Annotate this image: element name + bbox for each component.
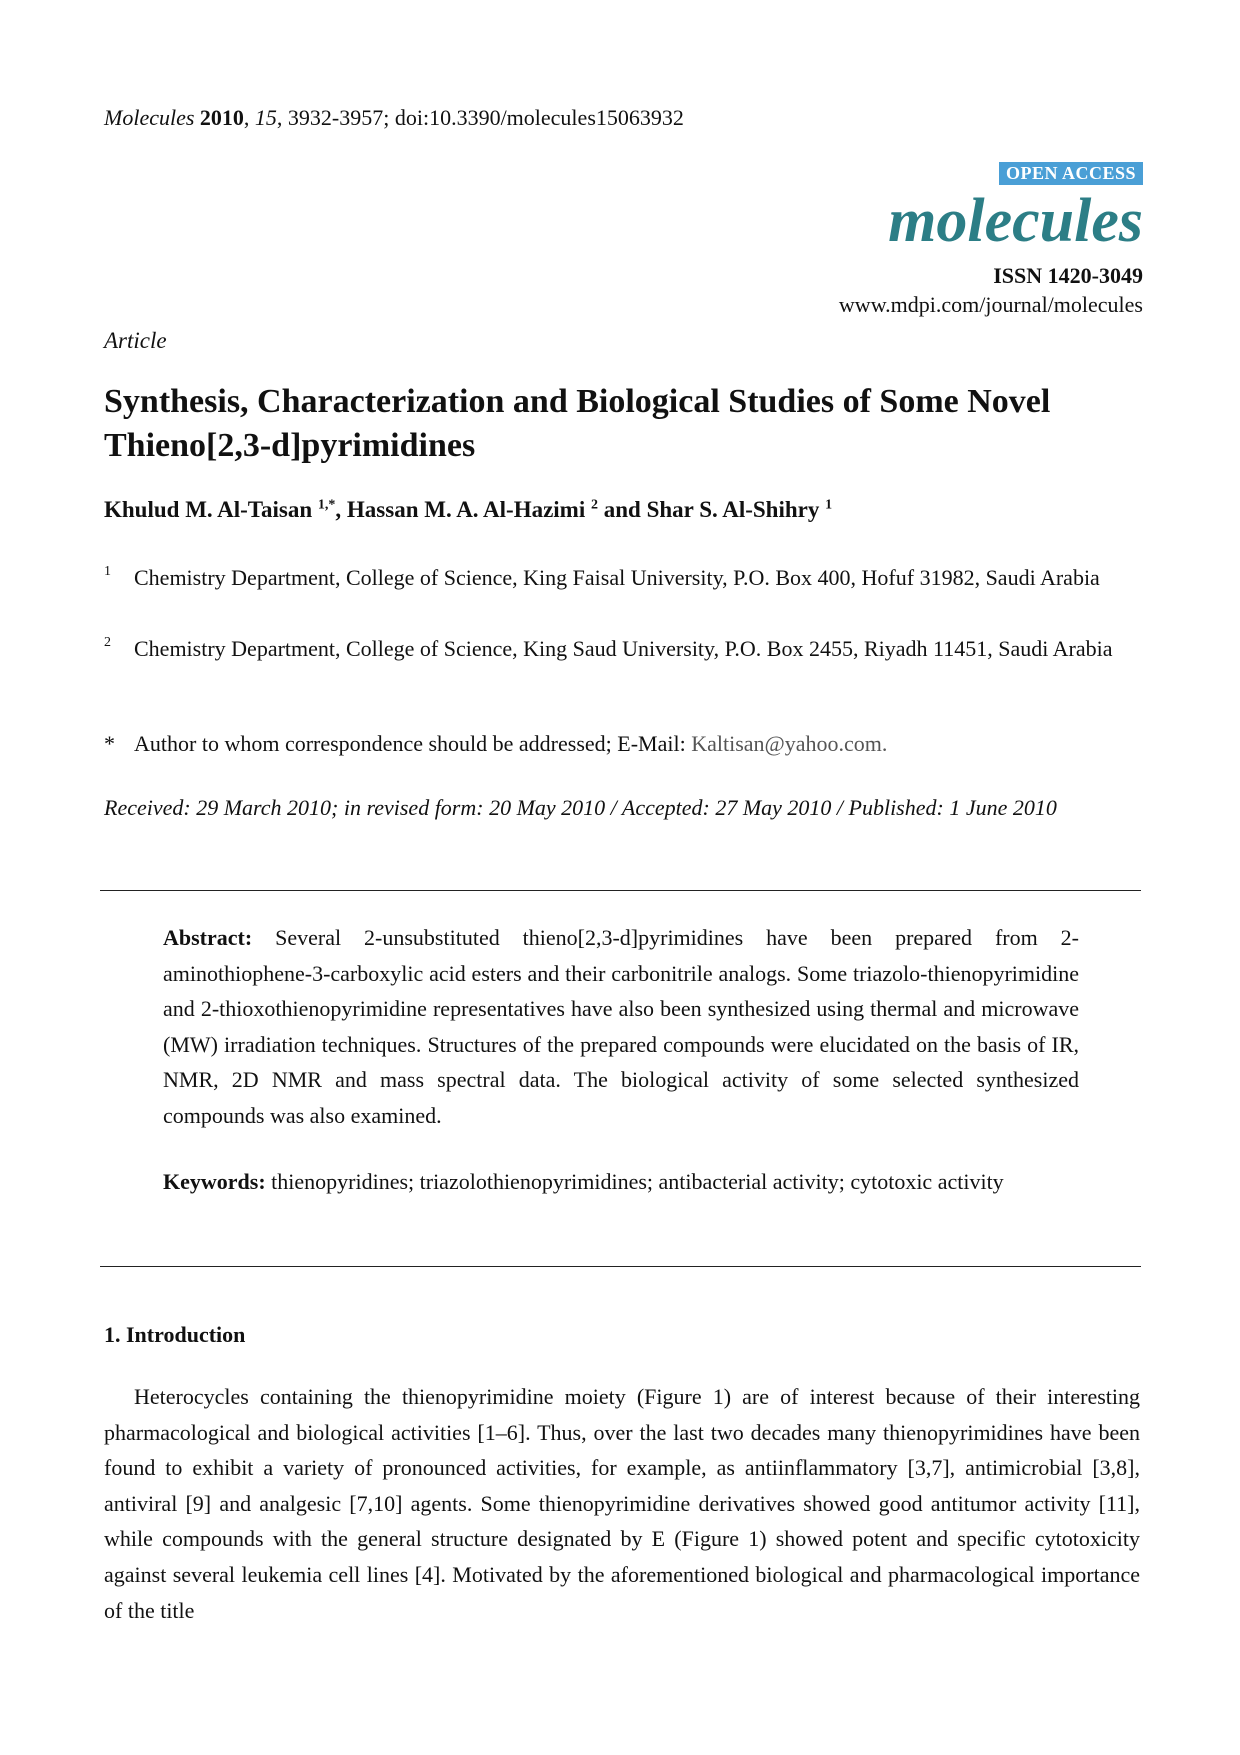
citation-journal: Molecules bbox=[104, 105, 195, 130]
issn: ISSN 1420-3049 bbox=[993, 263, 1143, 288]
affiliation-number: 2 bbox=[104, 635, 111, 650]
author-affiliation-mark: 2 bbox=[590, 497, 598, 513]
keywords bbox=[163, 1164, 1079, 1200]
citation-year: 2010 bbox=[199, 105, 244, 130]
publication-dates: Received: 29 March 2010; in revised form: 20 May 2010 / Accepted: 27 May 2010 / Published: 1 June 2010 bbox=[104, 795, 1057, 820]
correspondence-star: * bbox=[104, 731, 115, 756]
affiliation-text: Chemistry Department, College of Science, King Saud University, P.O. Box 2455, Riyadh 11451, Saudi Arabia bbox=[134, 636, 1113, 661]
author-name: Khulud M. Al-Taisan bbox=[104, 497, 313, 522]
citation-pages-doi: , 3932-3957; doi:10.3390/molecules15063932 bbox=[276, 105, 684, 130]
affiliation-2 bbox=[104, 631, 1144, 666]
divider-top bbox=[100, 890, 1141, 891]
keywords-text: thienopyridines; triazolothienopyrimidines; antibacterial activity; cytotoxic activity bbox=[265, 1169, 1004, 1194]
citation-volume: 15 bbox=[254, 105, 277, 130]
abstract-label: Abstract: bbox=[163, 925, 253, 950]
article-title: Synthesis, Characterization and Biological Studies of Some Novel Thieno[2,3-d]pyrimidines bbox=[104, 383, 1051, 464]
correspondence-email[interactable]: Kaltisan@yahoo.com. bbox=[691, 731, 888, 756]
citation-line: Molecules 2010, 15, 3932-3957; doi:10.3390/molecules15063932 bbox=[104, 105, 684, 130]
author-separator: and bbox=[597, 497, 647, 522]
abstract bbox=[163, 920, 1079, 1133]
author-name: Shar S. Al-Shihry bbox=[646, 497, 820, 522]
journal-website: www.mdpi.com/journal/molecules bbox=[838, 292, 1143, 317]
correspondence-text: Author to whom correspondence should be addressed; E-Mail: bbox=[134, 731, 692, 756]
correspondence bbox=[104, 731, 887, 757]
section-heading: 1. Introduction bbox=[104, 1322, 246, 1347]
keywords-label: Keywords: bbox=[163, 1169, 266, 1194]
author-list bbox=[104, 497, 832, 523]
introduction-paragraph: Heterocycles containing the thienopyrimidine moiety (Figure 1) are of interest because of their interesting pharmacological and biological activities [1–6]. Thus, over the last two decades many thienopyrimidines have been found to exhibit a variety of pronounced activities, for example, as antiinflammatory [3,7], antimicrobial [3,8], antiviral [9] and analgesic [7,10] agents. Some thienopyrimidine derivatives showed good antitumor activity [11], while compounds with the general structure designated by E (Figure 1) showed potent and specific cytotoxicity against several leukemia cell lines [4]. Motivated by the aforementioned biological and pharmacological importance of the title bbox=[104, 1384, 1140, 1623]
open-access-badge: OPEN ACCESS bbox=[999, 162, 1143, 185]
affiliation-1 bbox=[104, 560, 1144, 595]
author-name: Hassan M. A. Al-Hazimi bbox=[346, 497, 586, 522]
abstract-text: Several 2-unsubstituted thieno[2,3-d]pyrimidines have been prepared from 2-aminothiophene-3-carboxylic acid esters and their carbonitrile analogs. Some triazolo-thienopyrimidine and 2-thioxothienopyrimidine representatives have also been synthesized using thermal and microwave (MW) irradiation techniques. Structures of the prepared compounds were elucidated on the basis of IR, NMR, 2D NMR and mass spectral data. The biological activity of some selected synthesized compounds was also examined. bbox=[163, 925, 1079, 1128]
author-separator: , bbox=[335, 497, 347, 522]
article-type: Article bbox=[104, 328, 167, 353]
affiliation-text: Chemistry Department, College of Science, King Faisal University, P.O. Box 400, Hofuf 31982, Saudi Arabia bbox=[134, 565, 1100, 590]
author-affiliation-mark: 1 bbox=[825, 497, 833, 513]
author-affiliation-mark: 1,* bbox=[317, 497, 336, 513]
journal-logo: molecules bbox=[888, 187, 1143, 255]
affiliation-number: 1 bbox=[104, 564, 111, 579]
divider-bottom bbox=[100, 1266, 1141, 1267]
